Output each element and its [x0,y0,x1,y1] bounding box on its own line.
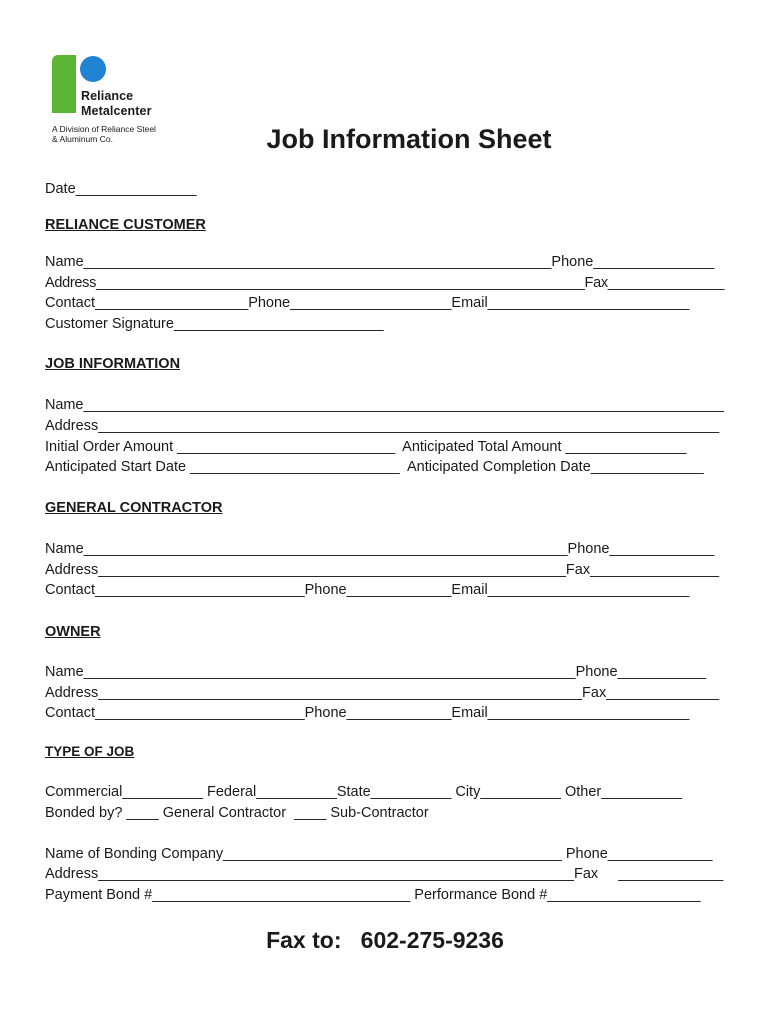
logo-green-bar [52,55,76,113]
customer-contact-phone-email-field[interactable]: Contact___________________Phone____________________Email_________________________ [45,295,690,311]
section-heading-job-information: JOB INFORMATION [45,356,181,372]
contractor-name-phone-field[interactable]: Name____________________________________________________________Phone_____________ [45,541,715,557]
contractor-address-fax-field[interactable]: Address__________________________________________________________Fax________________ [45,562,720,578]
order-amount-field[interactable]: Initial Order Amount ___________________________ Anticipated Total Amount _______________ [45,439,687,455]
job-name-field[interactable]: Name________________________________________________________________________________ [45,397,724,413]
job-type-field[interactable]: Commercial__________ Federal__________State__________ City__________ Other__________ [45,784,682,800]
start-completion-date-field[interactable]: Anticipated Start Date __________________________ Anticipated Completion Date______________ [45,459,704,475]
date-field[interactable]: Date_______________ [45,181,197,197]
customer-signature-field[interactable]: Customer Signature__________________________ [45,316,384,332]
logo-subtitle-line2: & Aluminum Co. [52,134,113,144]
owner-contact-phone-email-field[interactable]: Contact__________________________Phone_____________Email_________________________ [45,705,690,721]
section-heading-reliance-customer: RELIANCE CUSTOMER [45,217,206,233]
fax-number: Fax to: 602-275-9236 [266,927,504,953]
owner-name-phone-field[interactable]: Name_____________________________________________________________Phone___________ [45,664,707,680]
bonded-by-field[interactable]: Bonded by? ____ General Contractor ____ Sub-Contractor [45,805,429,821]
logo-subtitle-line1: A Division of Reliance Steel [52,124,156,134]
logo-name-line2: Metalcenter [81,104,152,118]
logo-blue-circle [80,56,106,82]
owner-address-fax-field[interactable]: Address____________________________________________________________Fax______________ [45,685,720,701]
section-heading-type-of-job: TYPE OF JOB [45,744,135,759]
customer-address-fax-field[interactable]: Address_______________________________________________________________Fax_______________ [45,275,725,291]
job-address-field[interactable]: Address_____________________________________________________________________________ [45,418,720,434]
customer-name-phone-field[interactable]: Name__________________________________________________________Phone_______________ [45,254,715,270]
contractor-contact-phone-email-field[interactable]: Contact__________________________Phone_____________Email_________________________ [45,582,690,598]
section-heading-general-contractor: GENERAL CONTRACTOR [45,500,223,516]
page-title: Job Information Sheet [266,124,552,154]
logo-name-line1: Reliance [81,89,134,103]
section-heading-owner: OWNER [45,624,101,640]
bonding-company-phone-field[interactable]: Name of Bonding Company__________________________________________ Phone_____________ [45,846,713,862]
bond-numbers-field[interactable]: Payment Bond #________________________________ Performance Bond #___________________ [45,887,701,903]
bonding-address-fax-field[interactable]: Address___________________________________________________________Fax _____________ [45,866,724,882]
